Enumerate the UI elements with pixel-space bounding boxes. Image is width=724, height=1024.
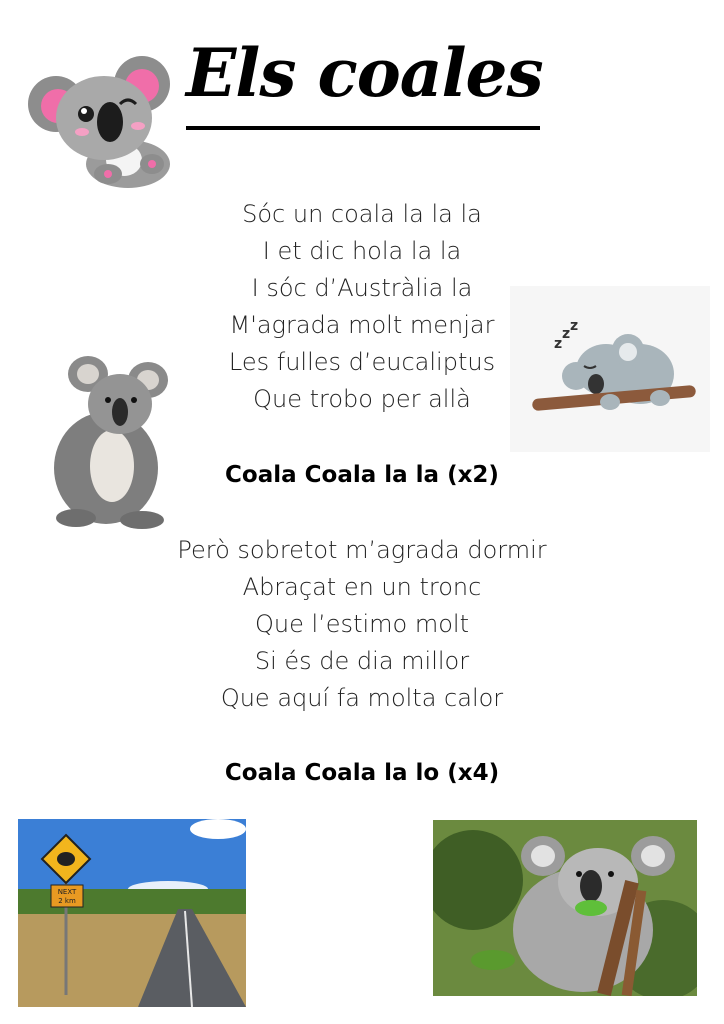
sign-bottom-text: 2 km (58, 897, 76, 905)
verse-line: M'agrada molt menjar (229, 311, 495, 339)
title-underline (186, 126, 540, 130)
verse-2 (0, 532, 724, 717)
road-sign-photo (18, 819, 246, 1007)
verse-line: Que l’estimo molt (255, 610, 469, 638)
sitting-koala-image (36, 350, 176, 532)
sign-top-text: NEXT (57, 888, 77, 896)
verse-line: I sóc d’Austràlia la (251, 274, 473, 302)
verse-line: Les fulles d’eucaliptus (228, 348, 496, 376)
koala-eating-photo (433, 820, 697, 996)
verse-line: I et dic hola la la (262, 237, 462, 265)
verse-line: Si és de dia millor (254, 647, 470, 675)
sleeping-koala-icon (510, 286, 710, 452)
chorus-1: Coala Coala la la (x2) (225, 462, 499, 488)
verse-line: Abraçat en un tronc (242, 573, 482, 601)
svg-text:z: z (554, 336, 563, 352)
chorus-2: Coala Coala la lo (x4) (224, 760, 500, 786)
verse-line: Però sobretot m’agrada dormir (177, 536, 547, 564)
cartoon-koala-icon (24, 48, 174, 188)
verse-line: Que trobo per allà (253, 385, 471, 413)
page-title: Els coales (186, 34, 543, 112)
verse-line: Que aquí fa molta calor (220, 684, 504, 712)
verse-line: Sóc un coala la la la (242, 200, 482, 228)
svg-text:z: z (562, 326, 571, 342)
svg-text:z: z (570, 318, 579, 334)
